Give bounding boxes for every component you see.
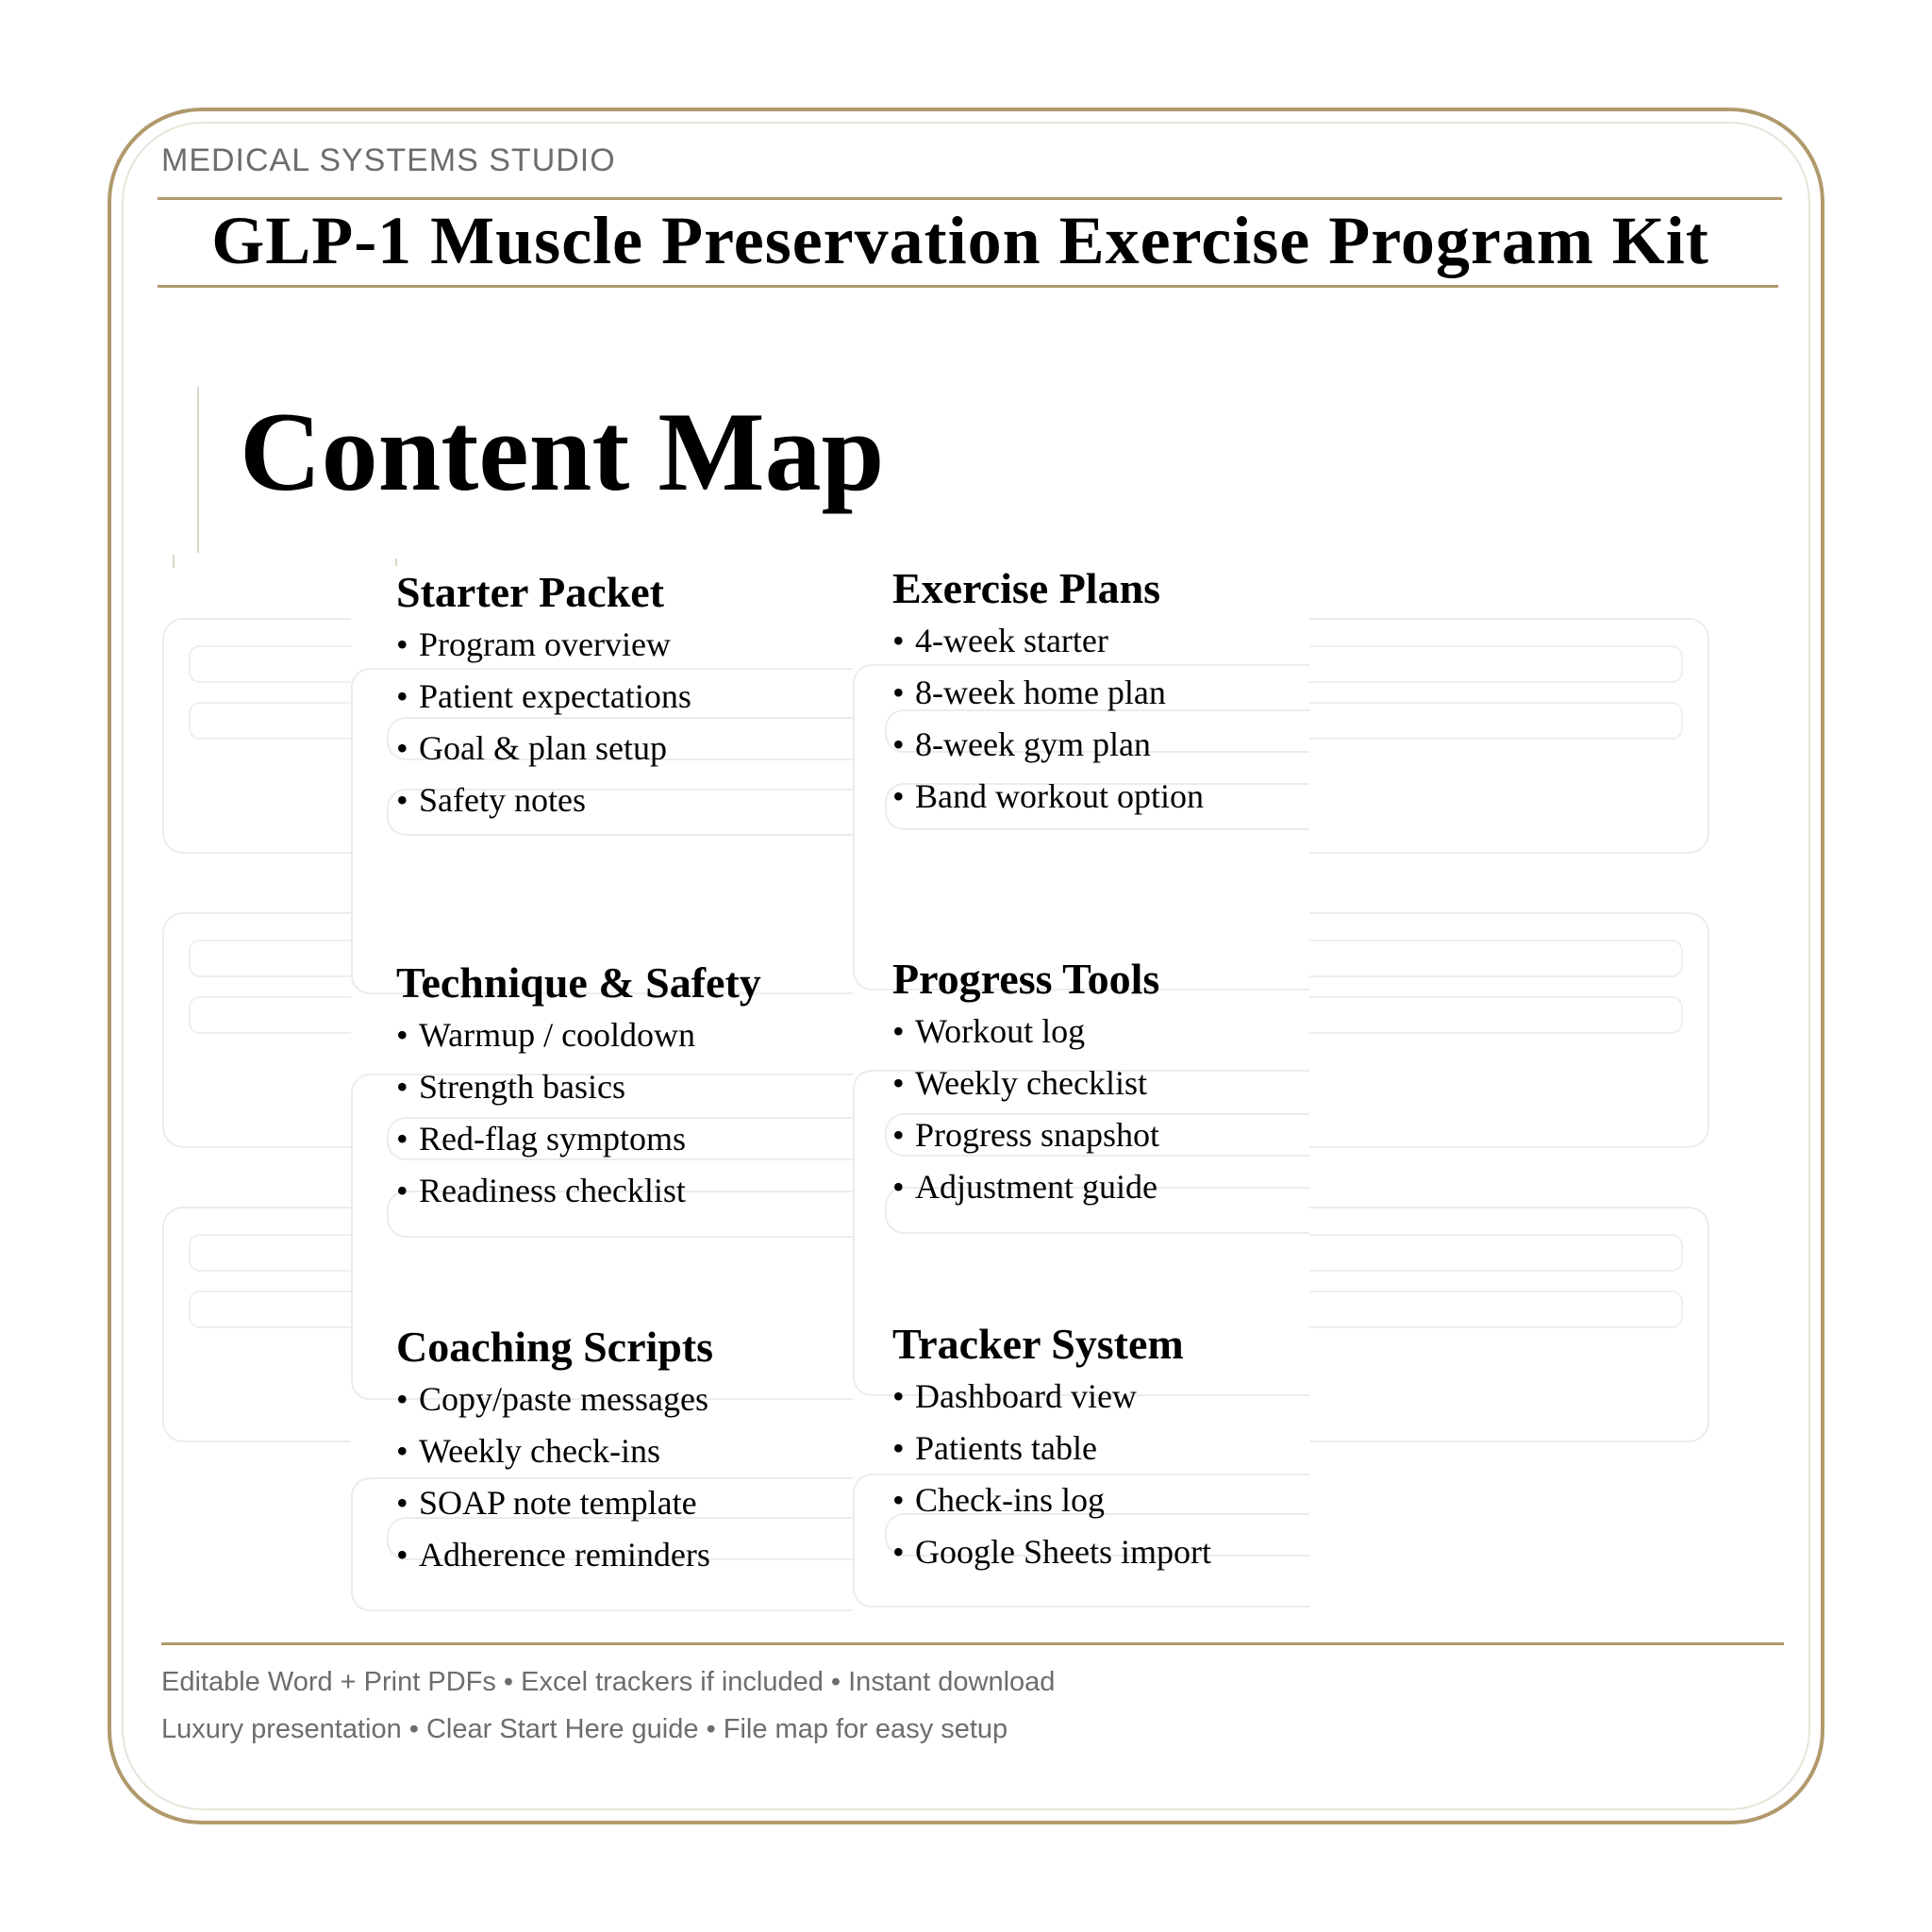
list-item: • Copy/paste messages <box>396 1374 868 1425</box>
list-item: • Weekly check-ins <box>396 1425 868 1477</box>
bullet-icon: • <box>892 725 905 763</box>
list-item: • Weekly checklist <box>892 1058 1364 1109</box>
list-item: • Progress snapshot <box>892 1109 1364 1161</box>
bullet-icon: • <box>892 1064 905 1102</box>
section-item-list <box>396 1009 868 1217</box>
section-heading: Starter Packet <box>396 568 664 616</box>
section-exercise-plans <box>892 562 1364 823</box>
list-item: • Program overview <box>396 619 868 671</box>
bullet-icon: • <box>396 1536 408 1574</box>
list-item: • Dashboard view <box>892 1371 1364 1423</box>
list-item: • Patient expectations <box>396 671 868 723</box>
bullet-icon: • <box>892 1481 905 1519</box>
list-item: • Goal & plan setup <box>396 723 868 774</box>
section-heading: Progress Tools <box>892 955 1160 1003</box>
section-item-list <box>396 619 868 826</box>
bullet-icon: • <box>396 1016 408 1054</box>
list-item: • Adherence reminders <box>396 1529 868 1581</box>
bullet-icon: • <box>396 1120 408 1158</box>
list-item: • Workout log <box>892 1006 1364 1058</box>
list-item: • 4-week starter <box>892 615 1364 667</box>
footer-rule <box>161 1642 1784 1645</box>
section-heading: Tracker System <box>892 1320 1184 1368</box>
list-item: • Safety notes <box>396 774 868 826</box>
bullet-icon: • <box>396 625 408 663</box>
list-item: • 8-week home plan <box>892 667 1364 719</box>
list-item: • Check-ins log <box>892 1474 1364 1526</box>
accent-tick <box>173 555 175 568</box>
bullet-icon: • <box>396 1484 408 1522</box>
list-item: • Warmup / cooldown <box>396 1009 868 1061</box>
header-rule-top <box>158 197 1782 200</box>
list-item: • Patients table <box>892 1423 1364 1474</box>
bullet-icon: • <box>892 1116 905 1154</box>
product-title: GLP-1 Muscle Preservation Exercise Program Kit <box>211 203 1709 278</box>
bullet-icon: • <box>892 1377 905 1415</box>
bullet-icon: • <box>396 729 408 767</box>
section-item-list <box>396 1374 868 1581</box>
section-heading: Technique & Safety <box>396 958 761 1007</box>
section-progress-tools <box>892 953 1364 1213</box>
bullet-icon: • <box>892 777 905 815</box>
section-heading: Exercise Plans <box>892 564 1161 612</box>
bullet-icon: • <box>396 1068 408 1106</box>
section-item-list <box>892 1006 1364 1213</box>
section-item-list <box>892 1371 1364 1578</box>
footer-features-line: Editable Word + Print PDFs • Excel trackers if included • Instant download <box>161 1667 1056 1697</box>
footer-presentation-line: Luxury presentation • Clear Start Here guide • File map for easy setup <box>161 1714 1008 1744</box>
bullet-icon: • <box>396 1380 408 1418</box>
section-tracker-system <box>892 1318 1364 1578</box>
bullet-icon: • <box>396 1432 408 1470</box>
list-item: • Strength basics <box>396 1061 868 1113</box>
bullet-icon: • <box>396 677 408 715</box>
list-item: • Adjustment guide <box>892 1161 1364 1213</box>
bullet-icon: • <box>892 1533 905 1571</box>
bullet-icon: • <box>396 781 408 819</box>
list-item: • 8-week gym plan <box>892 719 1364 771</box>
list-item: • Google Sheets import <box>892 1526 1364 1578</box>
header-rule-bottom <box>158 285 1778 288</box>
section-heading: Coaching Scripts <box>396 1323 714 1371</box>
section-starter-packet <box>396 566 868 826</box>
title-accent-bar <box>197 387 199 553</box>
bullet-icon: • <box>892 622 905 659</box>
list-item: • Readiness checklist <box>396 1165 868 1217</box>
page-title: Content Map <box>240 389 885 514</box>
list-item: • Band workout option <box>892 771 1364 823</box>
section-item-list <box>892 615 1364 823</box>
bullet-icon: • <box>396 1172 408 1209</box>
bullet-icon: • <box>892 1168 905 1206</box>
list-item: • SOAP note template <box>396 1477 868 1529</box>
section-technique-safety <box>396 957 868 1217</box>
bullet-icon: • <box>892 674 905 711</box>
list-item: • Red-flag symptoms <box>396 1113 868 1165</box>
bullet-icon: • <box>892 1429 905 1467</box>
brand-label: MEDICAL SYSTEMS STUDIO <box>161 142 616 178</box>
section-coaching-scripts <box>396 1321 868 1581</box>
bullet-icon: • <box>892 1012 905 1050</box>
